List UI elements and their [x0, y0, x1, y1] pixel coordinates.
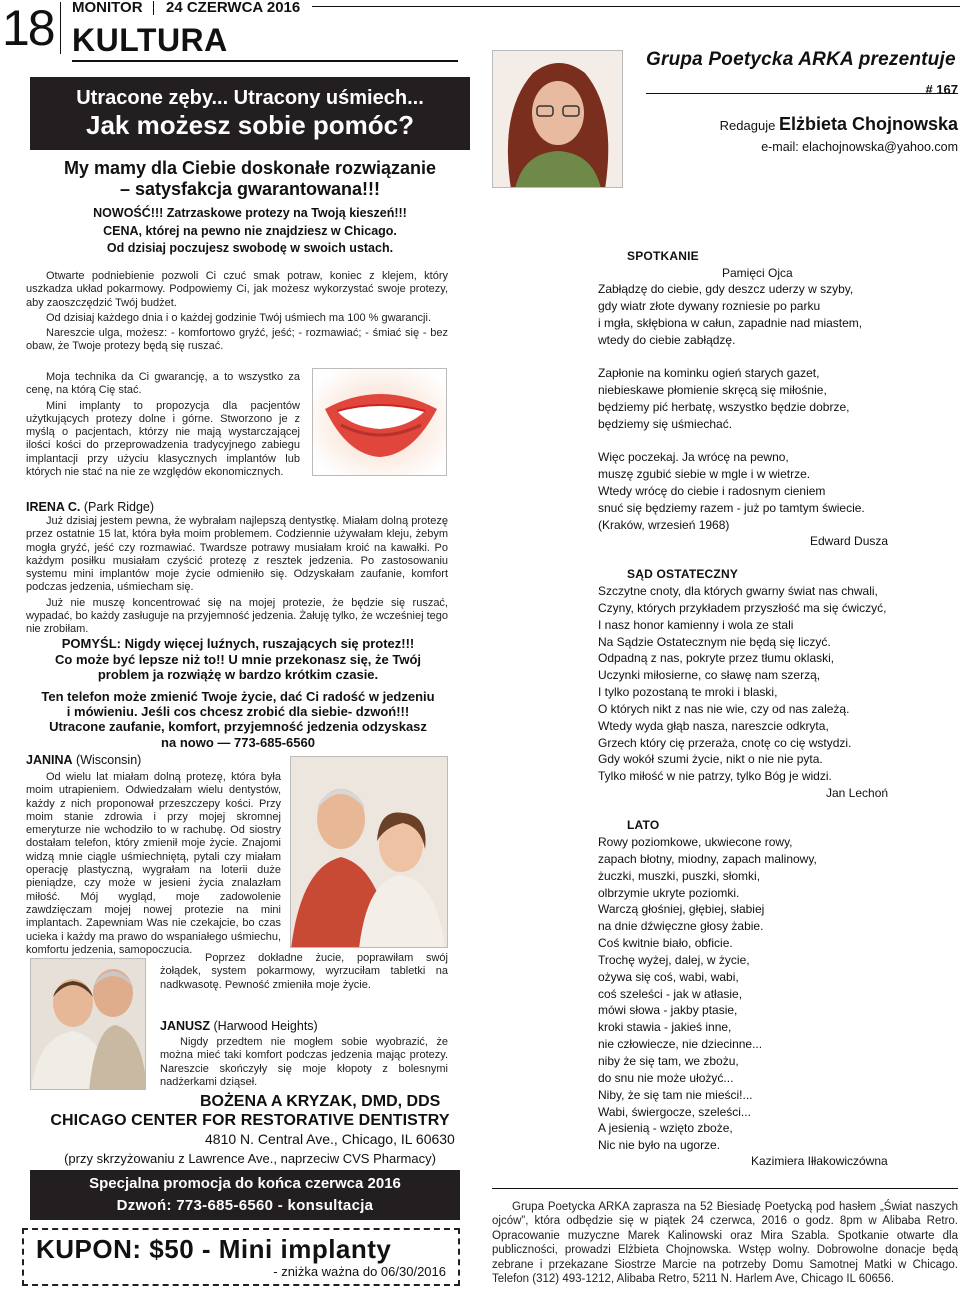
clinic-name: CHICAGO CENTER FOR RESTORATIVE DENTISTRY	[50, 1112, 450, 1129]
testimonial-2-name	[26, 753, 141, 767]
poem-3-line: Wabi, świergocze, szeleści...	[598, 1104, 751, 1119]
ad-paragraph-3: Nareszcie ulga, możesz: - komfortowo gryźć, jeść; - rozmawiać; - śmiać się - bez obaw, że Twoje protezy będą się ruszać.	[26, 327, 448, 353]
poem-3-line: nie człowiecze, nie dziecinne...	[598, 1037, 763, 1052]
poem-1-line: i mgła, skłębiona w całun, zapadnie nad miastem,	[598, 315, 863, 330]
poem-3-line: Coś kwitnie biało, obficie.	[598, 936, 733, 951]
t2-name: JANINA	[26, 753, 73, 767]
date-divider	[153, 1, 154, 15]
poem-3-body	[598, 834, 938, 1154]
clinic-cross-street: (przy skrzyżowaniu z Lawrence Ave., naprzeciw CVS Pharmacy)	[64, 1151, 436, 1166]
poem-2-line: Czyny, których przykładem przyszłość ma się ćwiczyć,	[598, 600, 887, 615]
editor-label: Redaguje	[719, 118, 776, 133]
poem-3-line: niby że się tam, we zbożu,	[598, 1053, 739, 1068]
call-line: Dzwoń: 773-685-6560 - konsultacja	[116, 1197, 374, 1214]
couple-image	[290, 756, 448, 948]
coupon-note: - zniżka ważna do 06/30/2016	[273, 1264, 446, 1279]
phone-line-1: Ten telefon może zmienić Twoje życie, dać Ci radość w jedzeniu	[41, 689, 435, 704]
promo-bar	[30, 1170, 460, 1220]
editor-portrait	[492, 50, 623, 188]
ad-paragraph-5: Mini implanty to propozycja dla pacjentów użytkujących protezy dolne i górne. Stworzono je z myślą o pacjentach, którzy nie mają wystarczającej ilości kości do przeprowadzenia tradycyjnego zabiegu implantacji przy użyciu klasycznych implantów lub których nie stać na nie ze względów ekonomicznych.	[26, 399, 300, 479]
event-text: Grupa Poetycka ARKA zaprasza na 52 Biesiadę Poetycką pod hasłem „Świat naszych ojców”, która odbędzie się w piątek 24 czerwca, 2016 o godz. 8pm w Alibaba Retro. Opracowanie muzyczne Marek Kalinowski oraz Mira Szabla. Spotkanie otwarte dla publiczności, prowadzi Elżbieta Chojnowska. Wstęp wolny. Dobrowolne donacje będą zebrane i przekazane Siostrze Marcie na potrzeby Domu Samotnej Matki w Chicago. Telefon (312) 493-1212, Alibaba Retro, 5211 N. Harlem Ave, Chicago IL 60656.	[492, 1201, 958, 1286]
poem-3-line: A jesienią - wzięto zboże,	[598, 1121, 733, 1136]
ad-intro-2	[26, 371, 300, 479]
poem-3-line: Rowy poziomkowe, ukwiecone rowy,	[598, 835, 793, 849]
coupon[interactable]	[22, 1228, 460, 1286]
special-promo: Specjalna promocja do końca czerwca 2016	[89, 1175, 401, 1192]
t1-paragraph-1: Już dzisiaj jestem pewna, że wybrałam najlepszą dentystkę. Miałam dolną protezę przez ostatnie 15 lat, która była moim problemem. Codziennie używałam kleju, żebym mogła gryźć, jeść czy rozmawiać. Twardsze potrawy musiałam kroić na kawałki. Po każdym posiłku musiałam czyścić protezę z resztek jedzenia. Po zastosowaniu systemu mini implantów moje życie odmieniło się. Odzyskałam zaufanie, komfort podczas jedzenia, uśmiecham się.	[26, 515, 448, 594]
smile-image	[312, 368, 447, 476]
ad-banner	[30, 77, 470, 150]
editor-line	[720, 114, 958, 135]
group-rule	[646, 93, 958, 94]
phone-line-2: i mówieniu. Jeśli cos chcesz zrobić dla siebie- dzwoń!!!	[66, 704, 410, 720]
t2-paragraph-1: Od wielu lat miałam dolną protezę, która była moim utrapieniem. Odwiedzałam wielu dentystów, każdy z nich proponował przeszczepy kości. Przy moim stanie zdrowia i przy mojej skromnej emeryturze nie wchodziło to w rachubę. Od siostry dostałam telefon, który zmienił moje życie. Znajomi widzą mnie ciągle uśmiechniętą, pytali czy miałam operację plastyczną, wygrałam na loterii duże pieniądze, czy może w jesieni życia znalazłam miłość. Mój wygląd, moje zadowolenie zawdzięczam mojej nowej protezie na mini implantach. Zapewniam Was nie czekajcie, bo czas ucieka i każdy ma prawo do wspaniałego uśmiechu, komfortu jedzenia, samopoczucia.	[26, 771, 281, 956]
poem-1-line: muszę zgubić siebie w mgle i w wietrze.	[598, 467, 811, 482]
poem-1-line: wtedy do ciebie zabłądzę.	[598, 332, 736, 347]
ad-headline-1: My mamy dla Ciebie doskonałe rozwiązanie	[63, 158, 437, 178]
ad-paragraph-1: Otwarte podniebienie pozwoli Ci czuć smak potraw, koniec z klejem, który uszkadza układ pokarmowy. Podpowiemy Ci, jak możesz wykorzystać swoje protezy, aby zaoszczędzić Twój budżet.	[26, 270, 448, 309]
coupon-title: KUPON: $50 - Mini implanty	[36, 1234, 392, 1264]
poem-2-body	[598, 583, 958, 785]
poem-1-title: SPOTKANIE	[627, 249, 699, 263]
elderly-couple-image	[30, 958, 146, 1090]
poem-3-line: zapach błotny, miodny, zapach malinowy,	[598, 851, 817, 866]
think-block	[26, 636, 450, 683]
ad-headline	[30, 158, 470, 200]
poem-1-dedication: Pamięci Ojca	[722, 266, 793, 280]
testimonial-1-name	[26, 500, 154, 514]
think-line-2: Co może być lepsze niż to!! U mnie przekonasz się, że Twój	[55, 651, 421, 667]
footer-rule	[492, 1188, 958, 1189]
poem-1-line	[598, 433, 938, 450]
testimonial-2	[26, 771, 281, 957]
testimonial-1	[26, 515, 448, 637]
t2-paragraph-2: Poprzez dokładne żucie, poprawiłam swój żołądek, system pokarmowy, wyrzuciłam tabletki na nadkwasotę. Pewność zmieniła moje życie.	[160, 952, 448, 991]
group-title: Grupa Poetycka ARKA prezentuje	[646, 49, 956, 70]
ad-intro	[26, 270, 448, 354]
poem-1-line: Zabłądzę do ciebie, gdy deszcz uderzy w szyby,	[598, 282, 854, 296]
poem-3-line: Niby, że się tam nie mieści!...	[598, 1087, 753, 1102]
publication-name: MONITOR	[72, 0, 143, 16]
poem-1-line: Zapłonie na kominku ogień starych gazet,	[598, 366, 820, 381]
ad-promo-3: Od dzisiaj poczujesz swobodę w swoich ustach.	[106, 241, 394, 255]
think-line-3: problem ja rozwiążę w bardzo krótkim czasie.	[97, 667, 379, 682]
testimonial-3	[160, 1036, 448, 1089]
poem-1-line: (Kraków, wrzesień 1968)	[598, 517, 730, 532]
poem-3-line: mówi słowa - jakby ptasie,	[598, 1003, 738, 1018]
ad-promo-1: NOWOŚĆ!!! Zatrzaskowe protezy na Twoją kieszeń!!!	[93, 206, 407, 220]
ad-promo-2: CENA, której na pewno nie znajdziesz w Chicago.	[103, 223, 397, 238]
poem-2-line: Szczytne cnoty, dla których gwarny świat nas chwali,	[598, 584, 878, 598]
poem-2-title: SĄD OSTATECZNY	[627, 567, 739, 581]
section-title: KULTURA	[72, 22, 228, 58]
poem-3-line: żuczki, muszki, puszki, słomki,	[598, 868, 761, 883]
clinic-info	[30, 1092, 470, 1168]
ad-paragraph-2: Od dzisiaj każdego dnia i o każdej godzinie Twój uśmiech ma 100 % gwarancji.	[46, 311, 432, 324]
t3-paragraph-1: Nigdy przedtem nie mogłem sobie wyobrazić, że można mieć taki komfort podczas jedzenia mając protezy. Nareszcie skończyły się moje kłopoty z bolesnymi nadżerkami dziąseł.	[160, 1036, 448, 1088]
t2-place: (Wisconsin)	[76, 753, 142, 767]
poem-3-line: kroki stawia - jakieś inne,	[598, 1020, 732, 1035]
phone-block	[26, 689, 450, 750]
page-number: 18	[2, 0, 54, 56]
poem-3-line: olbrzymie ukryte poziomki.	[598, 885, 740, 900]
poem-2-author: Jan Lechoń	[826, 786, 889, 800]
editor-email[interactable]: e-mail: elachojnowska@yahoo.com	[761, 140, 958, 154]
banner-line-2: Jak możesz sobie pomóc?	[86, 110, 414, 140]
phone-line-4: na nowo — 773-685-6560	[161, 734, 315, 750]
poem-1-line: będziemy się uśmiechać.	[598, 416, 733, 431]
poem-3-line: na dnie dźwięczne głosy żabie.	[598, 919, 764, 934]
poem-3-title: LATO	[627, 818, 660, 832]
think-line-1: POMYŚL: Nigdy więcej luźnych, ruszających się protez!!!	[61, 636, 415, 651]
poem-3-line: Warczą głośniej, głębiej, słabiej	[598, 902, 765, 917]
ad-headline-2: – satysfakcja gwarantowana!!!	[119, 179, 381, 199]
poem-2-line: Grzech który cię przeraża, cnotę co cię wstydzi.	[598, 735, 852, 750]
phone-line-3: Utracone zaufanie, komfort, przyjemność jedzenia odzyskasz	[49, 719, 427, 735]
event-announcement	[492, 1200, 958, 1286]
poem-1-line: Więc poczekaj. Ja wrócę na pewno,	[598, 450, 789, 465]
poem-3-line: Trochę wyżej, dalej, w życie,	[598, 952, 750, 967]
header-rule	[312, 6, 960, 7]
t3-name: JANUSZ	[160, 1019, 211, 1033]
poem-2-line: Gdy wokół szumi życie, nikt o nie nie pyta.	[598, 752, 823, 767]
poem-1-body	[598, 281, 938, 534]
header-divider	[60, 2, 61, 54]
poem-2-line: O których nikt z nas nie wie, czy od nas zależą.	[598, 701, 850, 716]
poem-2-line: Uczynki miłosierne, co sławę nam szerzą,	[598, 668, 821, 683]
poem-1-line: będziemy pić herbatę, wszystko będzie dobrze,	[598, 399, 850, 414]
poem-2-line: I nasz honor kamienny i wola ze stali	[598, 617, 794, 632]
poem-3-author: Kazimiera Iłłakowiczówna	[751, 1154, 888, 1168]
t1-place: (Park Ridge)	[83, 500, 155, 514]
testimonial-3-name	[160, 1019, 318, 1033]
poem-2-line: I tylko pozostaną te mroki i blaski,	[598, 685, 778, 700]
doctor-name: BOŻENA A KRYZAK, DMD, DDS	[200, 1093, 441, 1110]
ad-promo	[30, 205, 470, 258]
editor-name: Elżbieta Chojnowska	[778, 114, 958, 134]
poem-2-line: Odpadną z nas, pokryte przez tłumu oklaski,	[598, 651, 835, 666]
poem-2-line: Tylko miłość w nie patrzy, tylko Bóg je widzi.	[598, 769, 832, 784]
poem-3-line: Nic nie było na ugorze.	[598, 1138, 721, 1153]
poem-1-line: Wtedy wrócę do ciebie i radosnym cieniem	[598, 484, 826, 499]
poem-3-line: coś szeleści - jak w atłasie,	[598, 986, 743, 1001]
banner-line-1: Utracone zęby... Utracony uśmiech...	[76, 87, 424, 109]
t1-name: IRENA C.	[26, 500, 81, 514]
issue-number: # 167	[925, 82, 958, 97]
testimonial-2b	[160, 952, 448, 992]
poem-2-line: Wtedy wyda głąb nasza, nareszcie odkryta,	[598, 718, 829, 733]
t1-paragraph-2: Już nie muszę koncentrować się na mojej protezie, że będzie się ruszać, wypadać, bo każdy zasługuje na przyjemność jedzenia. Żałuję tylko, że wcześniej tego nie zrobiłam.	[26, 596, 448, 636]
poem-2-line: Na Sądzie Ostatecznym nie będą się liczyć.	[598, 634, 831, 649]
poem-1-line: gdy wiatr złote dywany rozniesie po parku	[598, 298, 821, 313]
clinic-address: 4810 N. Central Ave., Chicago, IL 60630	[205, 1131, 455, 1147]
poem-3-line: ożywa się coś, wabi, wabi,	[598, 969, 739, 984]
poem-1-author: Edward Dusza	[810, 534, 889, 548]
issue-date: 24 CZERWCA 2016	[166, 0, 301, 16]
ad-paragraph-4: Moja technika da Ci gwarancję, a to wszystko za cenę, na którą Cię stać.	[26, 371, 300, 397]
poem-1-line: niebieskawe płomienie skręcą się miłośnie,	[598, 383, 827, 398]
poem-3-line: do snu nie może ułożyć...	[598, 1070, 734, 1085]
poem-1-line	[598, 348, 938, 365]
poem-1-line: snuć się będziemy razem - już po tamtym świecie.	[598, 500, 865, 515]
t3-place: (Harwood Heights)	[213, 1019, 318, 1033]
section-rule	[72, 60, 458, 62]
